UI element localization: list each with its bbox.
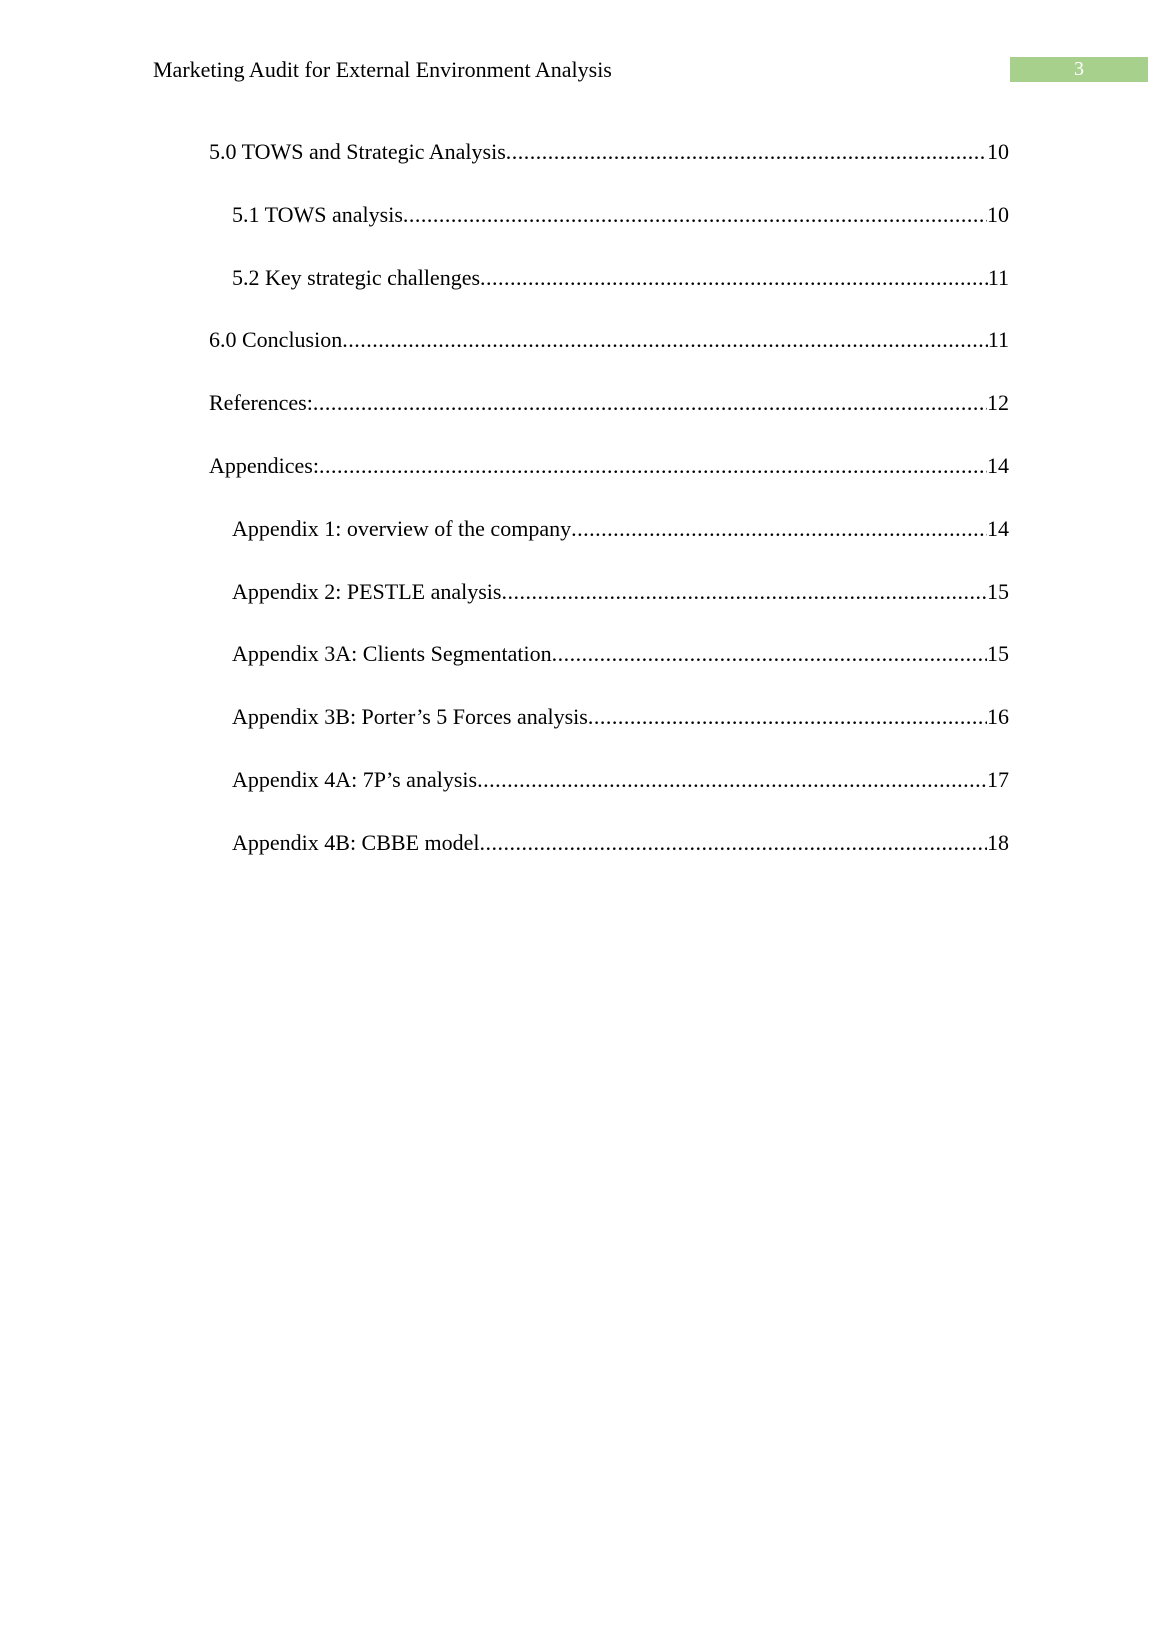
toc-entry[interactable] (209, 325, 1009, 355)
toc-entry-label: Appendix 3B: Porter’s 5 Forces analysis (232, 704, 588, 729)
toc-entry[interactable] (209, 451, 1009, 481)
toc-entry-page: 14 (987, 516, 1009, 541)
page-number-badge: 3 (1010, 57, 1148, 82)
toc-dot-leader (477, 765, 987, 795)
toc-dot-leader (552, 639, 987, 669)
toc-entry-page: 14 (987, 453, 1009, 478)
toc-entry-page: 15 (987, 579, 1009, 604)
toc-dot-leader (501, 577, 987, 607)
toc-dot-leader (480, 263, 988, 293)
toc-entry-label: 6.0 Conclusion (209, 327, 343, 352)
toc-entry[interactable] (232, 514, 1009, 544)
toc-dot-leader (313, 388, 987, 418)
toc-dot-leader (403, 200, 987, 230)
toc-entry-page: 12 (987, 390, 1009, 415)
toc-dot-leader (480, 828, 988, 858)
toc-entry-label: References: (209, 390, 313, 415)
running-header-title: Marketing Audit for External Environment Analysis (153, 57, 612, 82)
toc-entry[interactable] (232, 577, 1009, 607)
toc-entry-label: Appendix 4B: CBBE model (232, 830, 480, 855)
toc-dot-leader (588, 702, 987, 732)
toc-entry[interactable] (209, 388, 1009, 418)
toc-dot-leader (571, 514, 987, 544)
toc-entry[interactable] (232, 639, 1009, 669)
toc-dot-leader (506, 137, 987, 167)
toc-entry-page: 10 (987, 139, 1009, 164)
toc-entry-page: 15 (987, 641, 1009, 666)
toc-entry-label: Appendix 2: PESTLE analysis (232, 579, 502, 604)
toc-dot-leader (319, 451, 987, 481)
toc-entry[interactable] (209, 137, 1009, 167)
toc-entry-label: 5.1 TOWS analysis (232, 202, 403, 227)
toc-dot-leader (342, 325, 988, 355)
toc-entry-label: Appendix 1: overview of the company (232, 516, 572, 541)
toc-entry[interactable] (232, 765, 1009, 795)
toc-entry-page: 17 (987, 767, 1009, 792)
toc-entry[interactable] (232, 200, 1009, 230)
toc-entry-label: 5.0 TOWS and Strategic Analysis (209, 139, 506, 164)
toc-entry-page: 10 (987, 202, 1009, 227)
toc-entry-page: 11 (987, 327, 1009, 352)
toc-entry-page: 18 (987, 830, 1009, 855)
toc-entry-label: 5.2 Key strategic challenges (232, 265, 481, 290)
toc-entry-label: Appendix 4A: 7P’s analysis (232, 767, 478, 792)
toc-entry-label: Appendices: (209, 453, 319, 478)
toc-entry-page: 16 (987, 704, 1009, 729)
toc-entry-label: Appendix 3A: Clients Segmentation (232, 641, 552, 666)
toc-entry[interactable] (232, 263, 1009, 293)
toc-entry[interactable] (232, 702, 1009, 732)
toc-entry-page: 11 (987, 265, 1009, 290)
toc-entry[interactable] (232, 828, 1009, 858)
